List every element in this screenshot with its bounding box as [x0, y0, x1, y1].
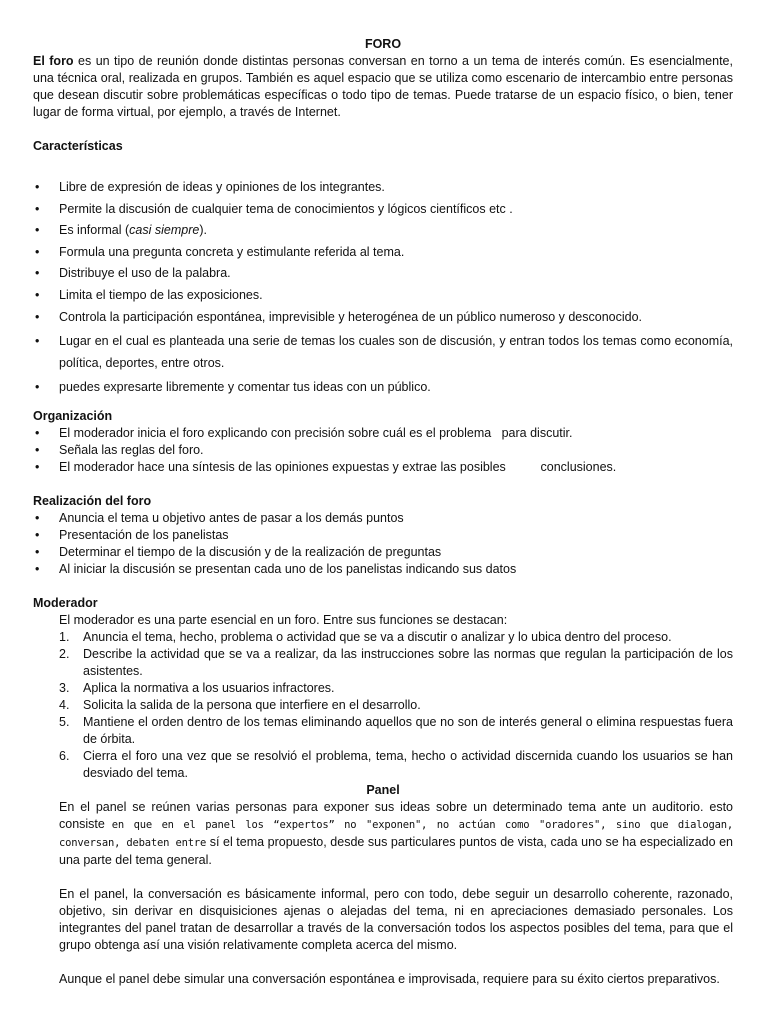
list-item: 6. Cierra el foro una vez que se resolvió el problema, tema, hecho o actividad discernida cuando los usuarios se han desviado del tema. [59, 749, 733, 781]
list-item: • Al iniciar la discusión se presentan cada uno de los panelistas indicando sus datos [33, 561, 733, 578]
list-item: 2. Describe la actividad que se va a realizar, da las instrucciones sobre las normas que regulan la participación de los asistentes. [59, 647, 733, 679]
list-item: • El moderador inicia el foro explicando con precisión sobre cuál es el problema para discutir. [33, 425, 733, 442]
realizacion-list [33, 510, 733, 578]
panel-title: Panel [366, 783, 400, 798]
list-item: • Limita el tiempo de las exposiciones. [33, 287, 733, 304]
list-item: • Permite la discusión de cualquier tema de conocimientos y lógicos científicos etc . [33, 201, 733, 218]
list-item: 1. Anuncia el tema, hecho, problema o actividad que se va a discutir o analizar y lo ubica dentro del proceso. [59, 630, 672, 645]
heading-organizacion: Organización [33, 409, 113, 424]
list-item: 5. Mantiene el orden dentro de los temas eliminando aquellos que no son de interés general o elimina respuestas fuera de órbita. [59, 715, 733, 747]
heading-moderador: Moderador [33, 596, 98, 611]
list-item: • El moderador hace una síntesis de las opiniones expuestas y extrae las posibles conclusiones. [33, 459, 733, 476]
moderador-intro: El moderador es una parte esencial en un foro. Entre sus funciones se destacan: [59, 613, 508, 628]
moderador-list [33, 629, 733, 782]
list-item [33, 222, 733, 239]
caracteristicas-list [33, 179, 733, 396]
panel-paragraph-1: En el panel se reúnen varias personas para exponer sus ideas sobre un determinado tema ante un auditorio. esto consiste en que en el panel los “expertos” no "exponen", no actúan como "oradores", sino que dialogan, conversan, debaten entre sí el tema propuesto, desde sus particulares puntos de vista, cada uno se ha especializado en una parte del tema general. [59, 800, 734, 868]
list-item: • Libre de expresión de ideas y opiniones de los integrantes. [33, 179, 733, 196]
organizacion-list [33, 425, 733, 476]
informal-text: Es informal ( [59, 223, 130, 238]
list-item: • Anuncia el tema u objetivo antes de pasar a los demás puntos [33, 510, 733, 527]
list-item: • Controla la participación espontánea, imprevisible y heterogénea de un público numeroso y desconocido. [33, 309, 733, 326]
intro-paragraph [33, 53, 733, 121]
intro-text: es un tipo de reunión donde distintas personas conversan en torno a un tema de interés común. Es esencialmente, una técnica oral, realizada en grupos. También es aquel espacio que se utiliza como escenario de intercambio entre personas que desean discutir sobre problemáticas específicas o todo tipo de temas. Puede tratarse de un espacio físico, o bien, tener lugar de forma virtual, por ejemplo, a través de Internet. [33, 54, 733, 119]
intro-term: El foro [33, 54, 74, 68]
document-title: FORO [364, 37, 402, 51]
list-item: • Señala las reglas del foro. [33, 442, 733, 459]
document-page [33, 36, 733, 988]
informal-italic: casi siempre [129, 223, 200, 238]
list-item: • puedes expresarte libremente y comentar tus ideas con un público. [33, 379, 733, 396]
list-item: 3. Aplica la normativa a los usuarios infractores. [59, 681, 335, 696]
list-item: • Formula una pregunta concreta y estimulante referida al tema. [33, 244, 733, 261]
heading-realizacion: Realización del foro [33, 494, 152, 509]
list-item: • Distribuye el uso de la palabra. [33, 265, 733, 282]
informal-end: ). [199, 223, 207, 238]
panel-paragraph-3: Aunque el panel debe simular una conversación espontánea e improvisada, requiere para su éxito ciertos preparativos. [59, 972, 720, 987]
list-item: • Presentación de los panelistas [33, 527, 733, 544]
list-item: • Lugar en el cual es planteada una serie de temas los cuales son de discusión, y entran todos los temas como economía, política, deportes, entre otros. [33, 330, 733, 374]
panel-paragraph-2: En el panel, la conversación es básicamente informal, pero con todo, debe seguir un desarrollo coherente, razonado, objetivo, sin derivar en disquisiciones ajenas o alejadas del tema, ni en apreciaciones demasiado personales. Los integrantes del panel tratan de desarrollar a través de la conversación todos los aspectos posibles del tema, para que el grupo obtenga así una visión relativamente completa acerca del mismo. [59, 887, 733, 953]
heading-caracteristicas: Características [33, 139, 123, 153]
list-item: • Determinar el tiempo de la discusión y de la realización de preguntas [33, 544, 733, 561]
list-item: 4. Solicita la salida de la persona que interfiere en el desarrollo. [59, 698, 421, 713]
